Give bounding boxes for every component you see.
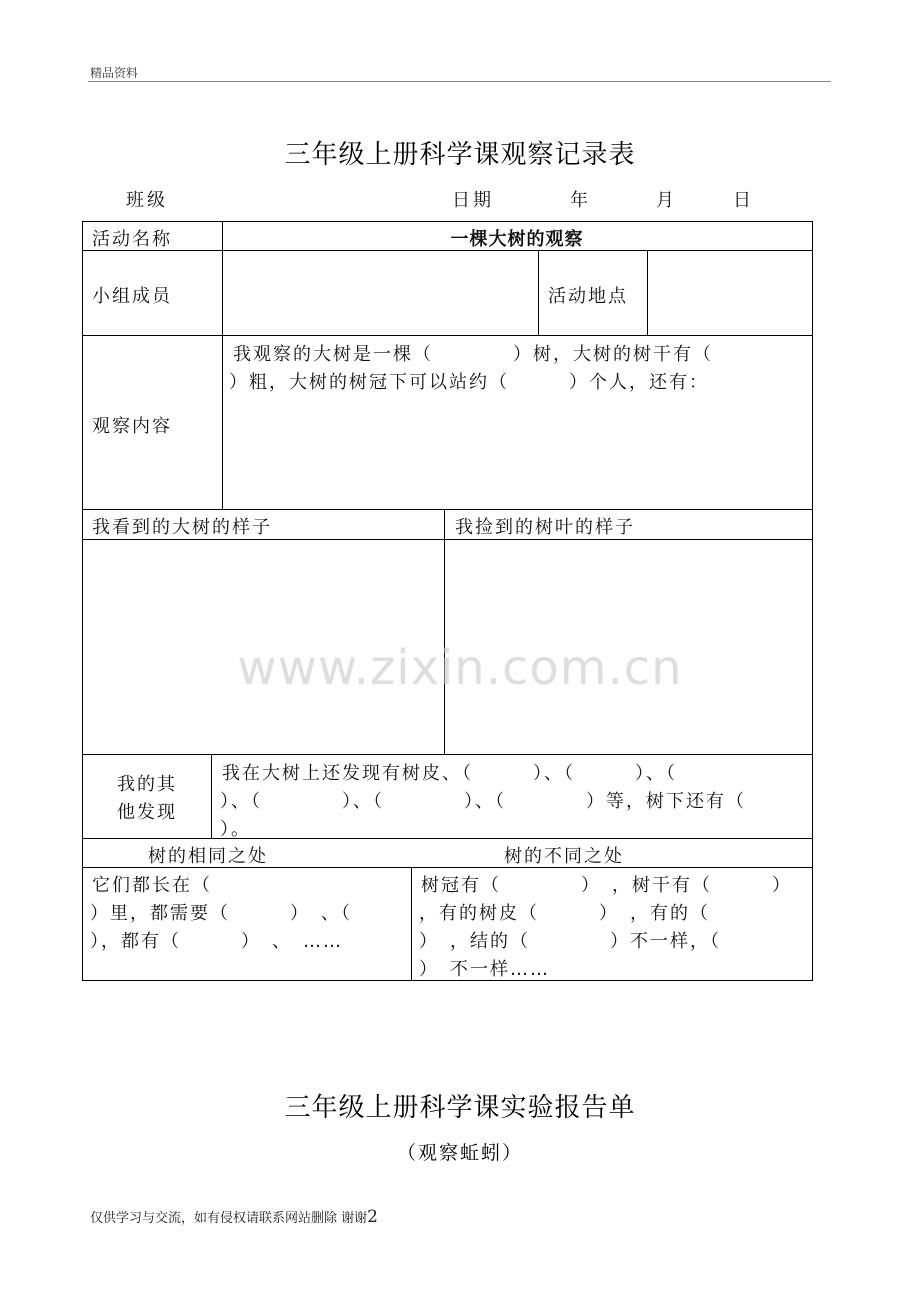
same-line: ），都有（ ） 、 …… <box>90 931 343 952</box>
diff-line: ） 不一样…… <box>419 959 550 980</box>
location-label: 活动地点 <box>548 286 628 307</box>
activity-name-label: 活动名称 <box>92 229 172 250</box>
other-label: 我的其 <box>117 774 177 795</box>
table-rule <box>411 867 412 981</box>
header-label: 精品资料 <box>90 66 139 80</box>
other-line: ）、（ ）、（ ）、（ ）等，树下还有（ <box>220 791 746 812</box>
other-line: ）。 <box>220 819 251 840</box>
other-label: 他发现 <box>117 802 177 823</box>
table-rule <box>82 335 813 336</box>
table-border <box>82 221 83 981</box>
diff-line: ，有的树皮（ ） ，有的（ <box>419 903 710 924</box>
table-rule <box>82 509 813 510</box>
date-label: 日期 <box>452 190 494 211</box>
page-number: 2 <box>367 1207 378 1227</box>
header-divider <box>88 81 831 82</box>
class-label: 班级 <box>126 190 168 211</box>
table-rule <box>444 509 445 755</box>
content-line: ）粗，大树的树冠下可以站约（ ）个人，还有： <box>229 372 709 393</box>
leaf-look-label: 我捡到的树叶的样子 <box>455 517 635 538</box>
table-rule <box>538 250 539 336</box>
day-label: 日 <box>733 190 754 211</box>
same-line: ）里，都需要（ ） 、（ <box>90 903 352 924</box>
members-label: 小组成员 <box>92 286 172 307</box>
tree-look-label: 我看到的大树的样子 <box>92 517 272 538</box>
diff-line: 树冠有（ ） ，树干有（ ） <box>421 875 792 896</box>
table-border <box>812 221 813 981</box>
report-sheet-title: 三年级上册科学课实验报告单 <box>284 1093 636 1123</box>
year-label: 年 <box>570 190 591 211</box>
footer-note <box>90 1207 378 1227</box>
table-rule <box>82 539 813 540</box>
activity-name-value: 一棵大树的观察 <box>450 229 584 250</box>
other-line: 我在大树上还发现有树皮、（ ）、（ ）、（ <box>222 763 677 784</box>
record-sheet-title: 三年级上册科学课观察记录表 <box>284 140 636 170</box>
table-rule <box>647 250 648 336</box>
diff-line: ） ，结的（ ）不一样，（ <box>419 931 721 952</box>
table-rule <box>82 838 813 839</box>
same-line: 它们都长在（ <box>92 875 212 896</box>
table-rule <box>222 221 223 510</box>
month-label: 月 <box>656 190 677 211</box>
table-rule <box>211 754 212 839</box>
table-rule <box>82 754 813 755</box>
watermark: www.zixin.com.cn <box>237 640 683 696</box>
table-rule <box>82 221 813 222</box>
same-label: 树的相同之处 <box>148 846 268 867</box>
footer-text: 仅供学习与交流，如有侵权请联系网站删除 谢谢 <box>90 1211 368 1226</box>
content-label: 观察内容 <box>92 416 172 437</box>
report-subtitle: （观察蚯蚓） <box>396 1142 523 1164</box>
content-line: 我观察的大树是一棵（ ）树，大树的树干有（ <box>233 344 713 365</box>
diff-label: 树的不同之处 <box>504 846 624 867</box>
